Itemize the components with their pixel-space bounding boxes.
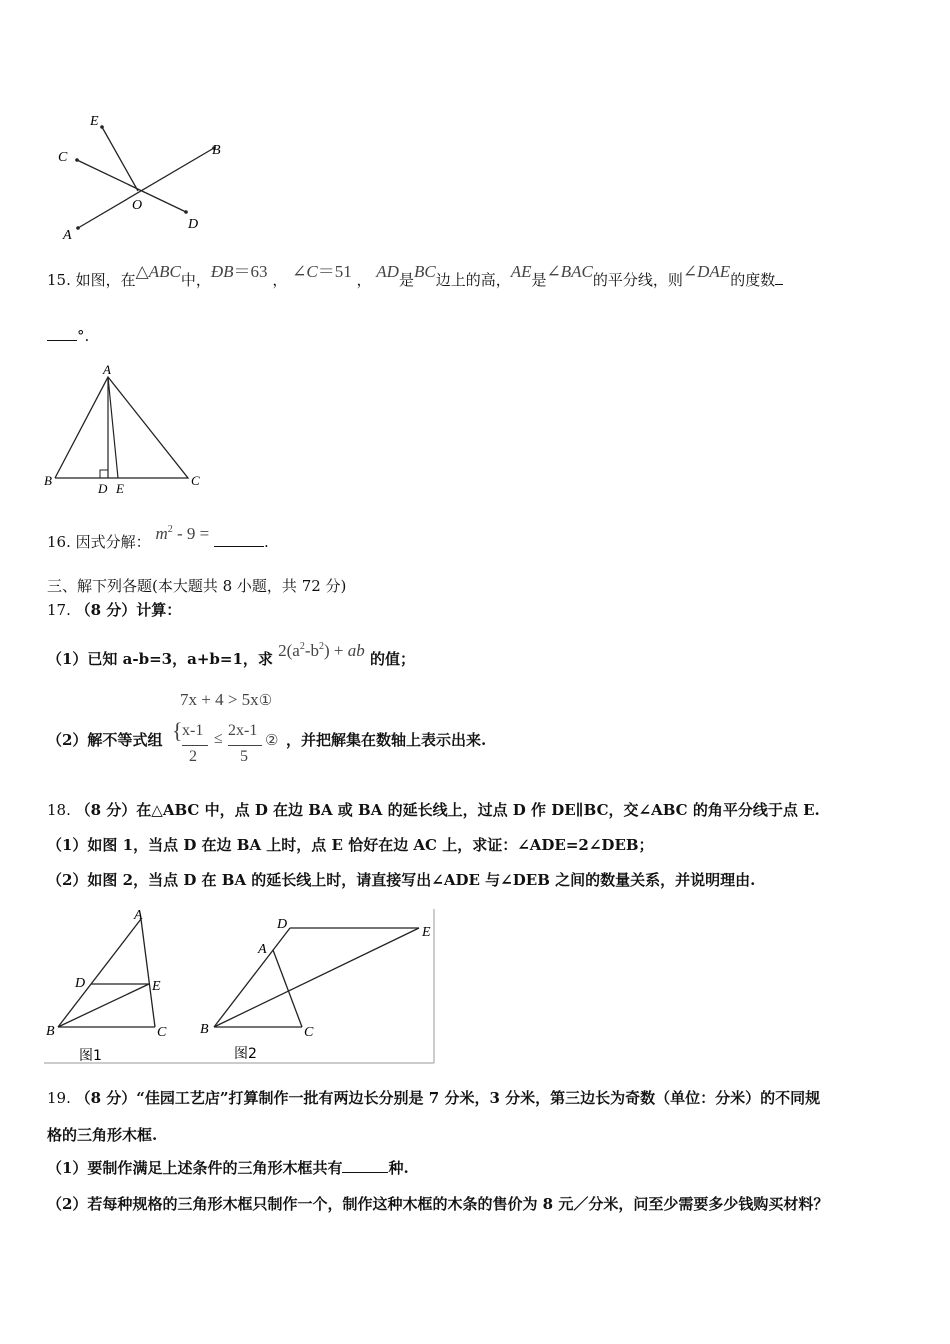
bisector-ae — [108, 377, 118, 478]
label-a: A — [63, 228, 72, 243]
fig2-label-b: B — [200, 1022, 209, 1037]
fig2-label-c: C — [304, 1025, 314, 1040]
line-ao-b — [78, 148, 214, 228]
label-d: D — [188, 217, 199, 232]
question-17-part-2-label: （2）解不等式组 — [47, 731, 163, 749]
fig2-caption: 图2 — [234, 1046, 257, 1062]
fig1-caption: 图1 — [79, 1048, 102, 1064]
question-19-part-2: （2）若每种规格的三角形木框只制作一个，制作这种木框的木条的售价为 8 元／分米，问至少需要多少钱购买材料？ — [47, 1195, 829, 1213]
question-16: 16. 因式分解： $m^2 - 9$ = . — [47, 524, 269, 551]
question-15: 15. 如图，在△ABC中，ÐB＝63 ， ∠C＝51 ， AD是BC边上的高，AE是∠BAC的平分线，则∠DAE的度数 — [47, 270, 783, 290]
ray-oe — [102, 127, 138, 191]
inequality-1: 7x + 4 > 5x① — [180, 690, 273, 709]
fig2-label-d: D — [277, 917, 288, 932]
figure-q18 — [44, 905, 436, 1065]
fraction-2-num: 2x-1 — [228, 722, 258, 739]
label-o: O — [132, 198, 143, 213]
question-15-answer-line: °. — [47, 326, 89, 346]
figure-1 — [46, 908, 167, 1064]
question-17-part-1: （1）已知 a-b=3，a+b=1，求 $2(a^2-b^2)$ + ab 的值； — [47, 641, 416, 668]
fig1-label-a: A — [134, 908, 143, 923]
fraction-2-den: 5 — [240, 748, 248, 765]
label-d: D — [98, 481, 108, 496]
question-18-part-1: （1）如图 1，当点 D 在边 BA 上时，点 E 恰好在边 AC 上，求证：∠ADE=2∠DEB； — [47, 836, 654, 854]
fraction-2-bar — [228, 745, 262, 746]
question-19: 19. （8 分）“佳园工艺店”打算制作一批有两边长分别是 7 分米，3 分米，第三边长为奇数（单位：分米）的不同规 — [47, 1089, 821, 1107]
label-b: B — [212, 143, 221, 158]
label-e: E — [116, 481, 124, 496]
question-17-part-2-tail: ，并把解集在数轴上表示出来. — [286, 731, 487, 749]
question-18-part-2: （2）如图 2，当点 D 在 BA 的延长线上时，请直接写出∠ADE 与∠DEB 之间的数量关系，并说明理由. — [47, 871, 756, 889]
figure-intersecting-lines — [50, 105, 240, 250]
fig1-label-d: D — [75, 976, 86, 991]
inequality-brace: { — [172, 718, 183, 743]
leq-sign: ≤ — [214, 730, 223, 747]
question-18: 18. （8 分）在△ABC 中，点 D 在边 BA 或 BA 的延长线上，过点 D 作 DE∥BC，交∠ABC 的角平分线于点 E. — [47, 801, 820, 819]
figure-2 — [200, 917, 431, 1062]
label-b: B — [44, 473, 52, 488]
label-c: C — [58, 150, 68, 165]
label-e: E — [90, 114, 99, 129]
figure-triangle-abc — [40, 360, 220, 500]
question-19-part-1: （1）要制作满足上述条件的三角形木框共有 种. — [47, 1159, 409, 1177]
fraction-1-den: 2 — [189, 748, 197, 765]
inequality-2-mark: ② — [265, 733, 279, 749]
fig1-label-b: B — [46, 1024, 55, 1039]
fig1-label-e: E — [152, 979, 161, 994]
fig2-label-a: A — [258, 942, 267, 957]
question-17: 17. （8 分）计算： — [47, 601, 182, 619]
label-a: A — [103, 362, 111, 377]
fig1-label-c: C — [157, 1025, 167, 1040]
section-3-heading: 三、解下列各题(本大题共 8 小题，共 72 分) — [47, 577, 347, 595]
fig2-label-e: E — [422, 925, 431, 940]
triangle-sides — [55, 377, 188, 478]
fraction-1-bar — [182, 745, 208, 746]
right-angle-mark — [100, 470, 108, 478]
question-19-line-2: 格的三角形木框. — [47, 1126, 158, 1144]
label-c: C — [191, 473, 200, 488]
fraction-1-num: x-1 — [182, 722, 204, 739]
